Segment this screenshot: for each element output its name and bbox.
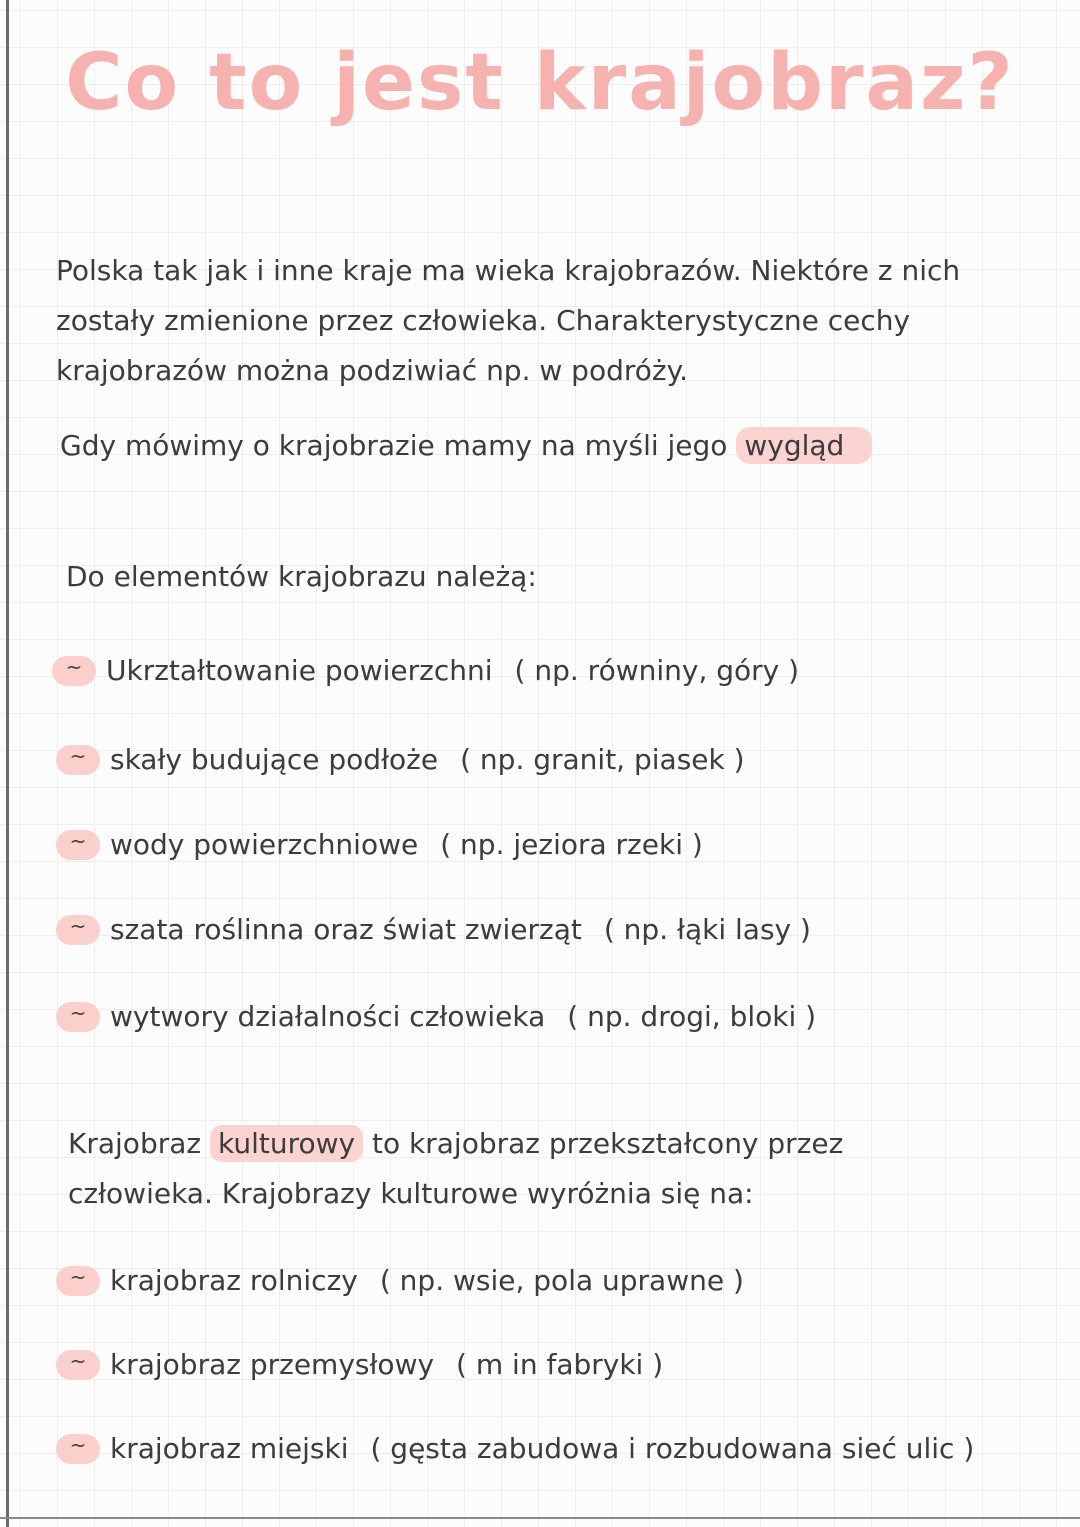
- tilde-bullet-icon: ~: [52, 656, 96, 686]
- cultural-pre: Krajobraz: [68, 1127, 202, 1160]
- elements-heading: Do elementów krajobrazu należą:: [66, 560, 537, 593]
- definition-line: [60, 421, 872, 471]
- cultural-post: to krajobraz przekształcony przez: [372, 1127, 844, 1160]
- page-title: Co to jest krajobraz?: [65, 38, 1015, 128]
- intro-line-1: Polska tak jak i inne kraje ma wieka krajobrazów. Niektóre z nich: [56, 254, 961, 287]
- element-item-example: ( np. drogi, bloki ): [567, 1000, 817, 1033]
- cultural-item-label: krajobraz rolniczy: [110, 1264, 358, 1297]
- definition-text: Gdy mówimy o krajobrazie mamy na myśli jego: [60, 429, 728, 462]
- cultural-item: [56, 1261, 744, 1301]
- definition-highlight: wygląd: [736, 427, 872, 464]
- page-bottom-edge: [0, 1517, 1080, 1519]
- tilde-bullet-icon: ~: [56, 1002, 100, 1032]
- cultural-item-example: ( gęsta zabudowa i rozbudowana sieć ulic ): [370, 1432, 975, 1465]
- element-item-example: ( np. łąki lasy ): [603, 913, 811, 946]
- intro-line-2: zostały zmienione przez człowieka. Charakterystyczne cechy: [56, 304, 911, 337]
- intro-line-3: krajobrazów można podziwiać np. w podróży.: [56, 354, 689, 387]
- element-item-label: szata roślinna oraz świat zwierząt: [110, 913, 582, 946]
- element-item: [52, 651, 799, 691]
- tilde-bullet-icon: ~: [56, 745, 100, 775]
- cultural-item: [56, 1345, 663, 1385]
- tilde-bullet-icon: ~: [56, 915, 100, 945]
- element-item-example: ( np. jeziora rzeki ): [440, 828, 703, 861]
- element-item-label: Ukrztałtowanie powierzchni: [106, 654, 493, 687]
- element-item-label: wody powierzchniowe: [110, 828, 419, 861]
- page-left-edge: [6, 0, 9, 1527]
- cultural-line-1: [68, 1119, 843, 1169]
- cultural-item-label: krajobraz miejski: [110, 1432, 349, 1465]
- element-item-example: ( np. równiny, góry ): [514, 654, 800, 687]
- element-item-example: ( np. granit, piasek ): [460, 743, 745, 776]
- cultural-highlight: kulturowy: [210, 1125, 363, 1162]
- cultural-item-example: ( m in fabryki ): [456, 1348, 664, 1381]
- cultural-item: [56, 1429, 974, 1469]
- element-item-label: wytwory działalności człowieka: [110, 1000, 546, 1033]
- cultural-item-example: ( np. wsie, pola uprawne ): [379, 1264, 744, 1297]
- cultural-line-2: człowieka. Krajobrazy kulturowe wyróżnia się na:: [68, 1177, 754, 1210]
- element-item: [56, 997, 816, 1037]
- element-item: [56, 740, 745, 780]
- element-item-label: skały budujące podłoże: [110, 743, 439, 776]
- element-item: [56, 825, 703, 865]
- element-item: [56, 910, 811, 950]
- cultural-item-label: krajobraz przemysłowy: [110, 1348, 435, 1381]
- tilde-bullet-icon: ~: [56, 830, 100, 860]
- tilde-bullet-icon: ~: [56, 1350, 100, 1380]
- tilde-bullet-icon: ~: [56, 1434, 100, 1464]
- tilde-bullet-icon: ~: [56, 1266, 100, 1296]
